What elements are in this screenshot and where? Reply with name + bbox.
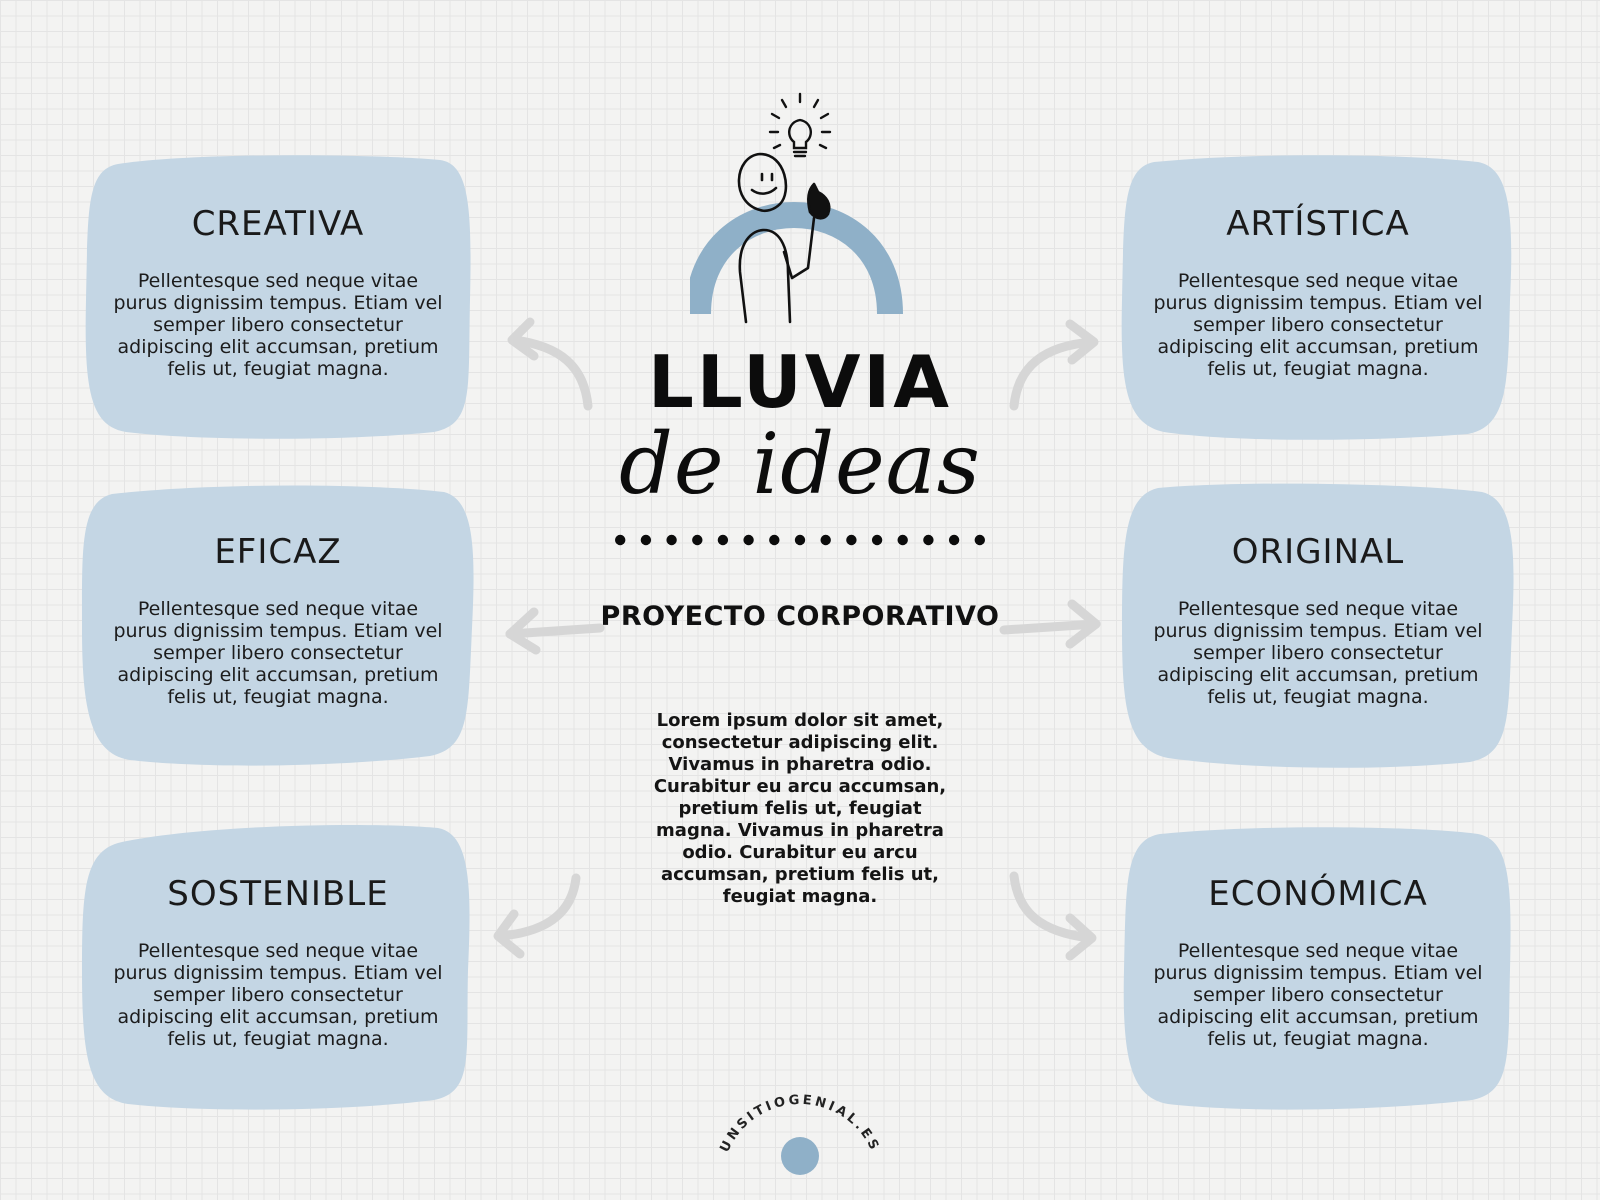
- dotted-divider: [615, 530, 985, 550]
- divider-dot: [666, 535, 676, 545]
- arrow-icon: [1000, 310, 1110, 410]
- divider-dot: [615, 535, 625, 545]
- card-title: ORIGINAL: [1231, 532, 1405, 572]
- divider-dot: [923, 535, 933, 545]
- arrow-icon: [500, 590, 610, 690]
- idea-card-creativa: [78, 150, 478, 440]
- divider-dot: [821, 535, 831, 545]
- rainbow-arc: [698, 215, 890, 314]
- divider-dot: [898, 535, 908, 545]
- card-text: Pellentesque sed neque vitae purus dignissim tempus. Etiam vel semper libero consectetur adipiscing elit accumsan, pretium felis ut, feugiat magna.: [1153, 940, 1483, 1050]
- card-title: CREATIVA: [191, 204, 365, 244]
- logo-text: UNSITIOGENIAL.ES: [717, 1092, 883, 1155]
- arrow-icon: [488, 872, 598, 972]
- card-title: EFICAZ: [214, 532, 342, 572]
- divider-dot: [769, 535, 779, 545]
- divider-dot: [795, 535, 805, 545]
- arrow-icon: [1000, 872, 1110, 972]
- card-text: Pellentesque sed neque vitae purus dignissim tempus. Etiam vel semper libero consectetur adipiscing elit accumsan, pretium felis ut, feugiat magna.: [113, 270, 443, 380]
- divider-dot: [975, 535, 985, 545]
- arrow-icon: [500, 310, 610, 410]
- project-description: Lorem ipsum dolor sit amet, consectetur adipiscing elit. Vivamus in pharetra odio. Curabitur eu arcu accumsan, pretium felis ut, feugiat magna. Vivamus in pharetra odio. Curabitur eu arcu accumsan, pretium felis ut, feugiat magna.: [653, 710, 947, 907]
- card-text: Pellentesque sed neque vitae purus dignissim tempus. Etiam vel semper libero consectetur adipiscing elit accumsan, pretium felis ut, feugiat magna.: [1153, 598, 1483, 708]
- idea-card-artistica: [1118, 150, 1518, 440]
- footer-logo: [700, 1080, 900, 1190]
- idea-card-original: [1118, 478, 1518, 768]
- logo-mark: [700, 1080, 900, 1190]
- card-text: Pellentesque sed neque vitae purus dignissim tempus. Etiam vel semper libero consectetur adipiscing elit accumsan, pretium felis ut, feugiat magna.: [113, 598, 443, 708]
- project-title: PROYECTO CORPORATIVO: [600, 601, 1000, 632]
- divider-dot: [949, 535, 959, 545]
- main-title: LLUVIA: [648, 340, 952, 424]
- idea-card-economica: [1118, 820, 1518, 1110]
- card-text: Pellentesque sed neque vitae purus dignissim tempus. Etiam vel semper libero consectetur adipiscing elit accumsan, pretium felis ut, feugiat magna.: [113, 940, 443, 1050]
- card-title: ARTÍSTICA: [1226, 204, 1410, 244]
- idea-card-eficaz: [78, 478, 478, 768]
- lightbulb-icon: [770, 94, 830, 156]
- divider-dot: [718, 535, 728, 545]
- main-subtitle: de ideas: [619, 415, 981, 513]
- divider-dot: [641, 535, 651, 545]
- divider-dot: [846, 535, 856, 545]
- divider-dot: [872, 535, 882, 545]
- card-title: SOSTENIBLE: [167, 874, 389, 914]
- card-text: Pellentesque sed neque vitae purus dignissim tempus. Etiam vel semper libero consectetur adipiscing elit accumsan, pretium felis ut, feugiat magna.: [1153, 270, 1483, 380]
- mascot-illustration: [690, 92, 910, 332]
- arrow-icon: [1000, 590, 1110, 690]
- idea-card-sostenible: [78, 820, 478, 1110]
- logo-dot: [781, 1137, 819, 1175]
- divider-dot: [743, 535, 753, 545]
- card-title: ECONÓMICA: [1208, 874, 1428, 914]
- divider-dot: [692, 535, 702, 545]
